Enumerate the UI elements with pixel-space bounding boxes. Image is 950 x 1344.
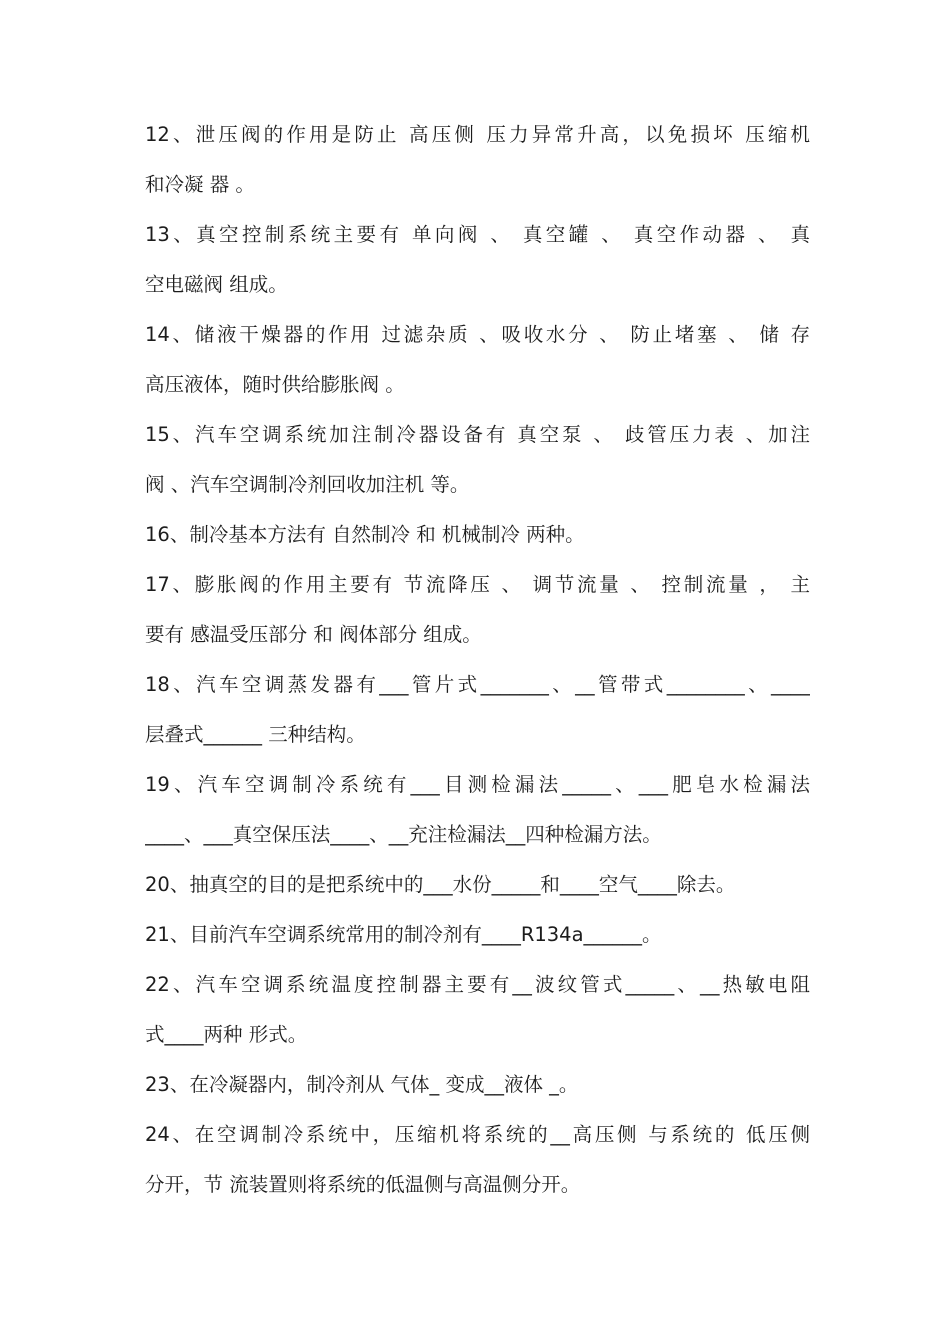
q24-line-2: 分开，节 流装置则将系统的低温侧与高温侧分开。	[145, 1173, 581, 1196]
q17-line-2: 要有 感温受压部分 和 阀体部分 组成。	[145, 623, 482, 646]
q16-line: 16、制冷基本方法有 自然制冷 和 机械制冷 两种。	[145, 523, 585, 546]
q18-line-2: 层叠式______ 三种结构。	[145, 723, 366, 746]
q15-line-2: 阀 、汽车空调制冷剂回收加注机 等。	[145, 473, 470, 496]
q13-line-1: 13、真空控制系统主要有 单向阀 、 真空罐 、 真空作动器 、 真	[145, 223, 810, 246]
q22-line-2: 式____两种 形式。	[145, 1023, 308, 1046]
q19-line-1: 19、汽车空调制冷系统有___目测检漏法_____、___肥皂水检漏法	[145, 773, 810, 796]
q22-line-1: 22、汽车空调系统温度控制器主要有__波纹管式_____、__热敏电阻	[145, 973, 810, 996]
q14-line-1: 14、储液干燥器的作用 过滤杂质 、吸收水分 、 防止堵塞 、 储 存	[145, 323, 810, 346]
q21-line: 21、目前汽车空调系统常用的制冷剂有____R134a______。	[145, 923, 662, 946]
q24-line-1: 24、在空调制冷系统中，压缩机将系统的__高压侧 与系统的 低压侧	[145, 1123, 810, 1146]
q12-line-2: 和冷凝 器 。	[145, 173, 255, 196]
q19-line-2: ____、___真空保压法____、__充注检漏法__四种检漏方法。	[145, 823, 662, 846]
q17-line-1: 17、膨胀阀的作用主要有 节流降压 、 调节流量 、 控制流量 ， 主	[145, 573, 810, 596]
q14-line-2: 高压液体，随时供给膨胀阀 。	[145, 373, 405, 396]
q23-line: 23、在冷凝器内，制冷剂从 气体_ 变成__液体 _。	[145, 1073, 579, 1096]
q20-line: 20、抽真空的目的是把系统中的___水份_____和____空气____除去。	[145, 873, 736, 896]
q18-line-1: 18、汽车空调蒸发器有___管片式_______、__管带式________、____	[145, 673, 810, 696]
q15-line-1: 15、汽车空调系统加注制冷器设备有 真空泵 、 歧管压力表 、加注	[145, 423, 810, 446]
q13-line-2: 空电磁阀 组成。	[145, 273, 288, 296]
q12-line-1: 12、泄压阀的作用是防止 高压侧 压力异常升高，以免损坏 压缩机	[145, 123, 810, 146]
